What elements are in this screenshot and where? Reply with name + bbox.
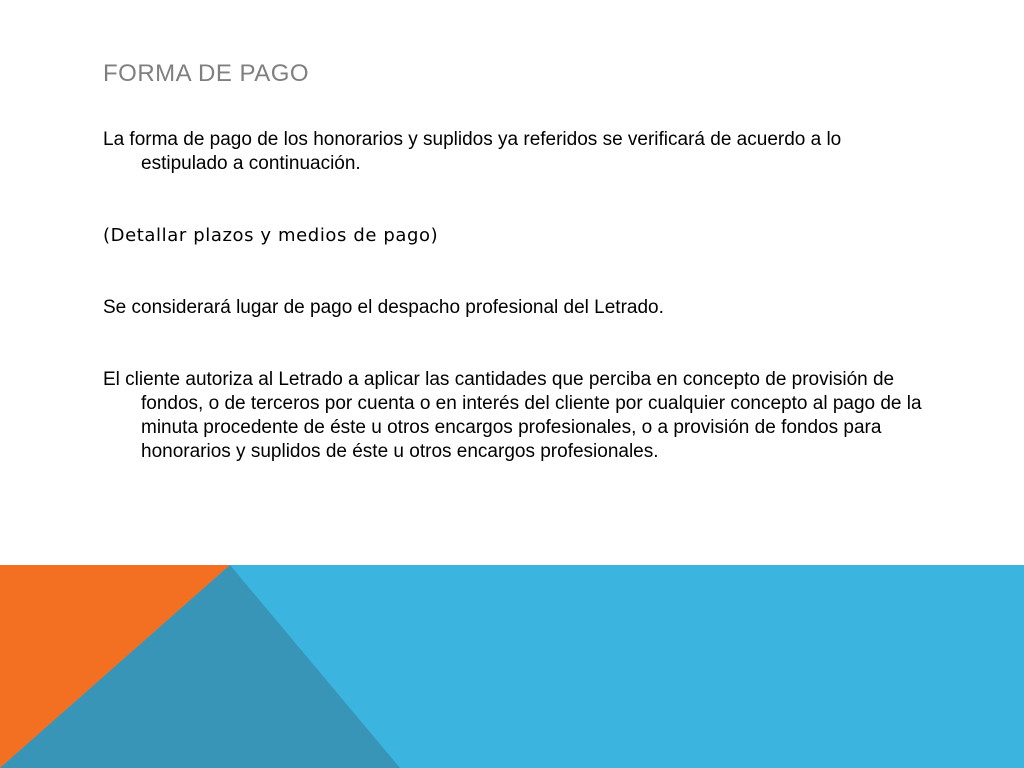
paragraph-detail-placeholder: (Detallar plazos y medios de pago): [103, 225, 439, 246]
paragraph-client-authorization: El cliente autoriza al Letrado a aplicar las cantidades que perciba en concepto de provisión de fondos, o de terceros por cuenta o en interés del cliente por cualquier concepto al pago de la minuta procedente de éste u otros encargos profesionales, o a provisión de fondos para honorarios y suplidos de éste u otros encargos profesionales.: [103, 369, 922, 462]
slide-title: FORMA DE PAGO: [103, 60, 310, 87]
paragraph-payment-location: Se considerará lugar de pago el despacho profesional del Letrado.: [103, 297, 664, 318]
footer-decoration: [0, 565, 1024, 768]
slide-body: [103, 128, 925, 464]
paragraph-payment-terms: La forma de pago de los honorarios y suplidos ya referidos se verificará de acuerdo a lo estipulado a continuación.: [103, 129, 842, 174]
